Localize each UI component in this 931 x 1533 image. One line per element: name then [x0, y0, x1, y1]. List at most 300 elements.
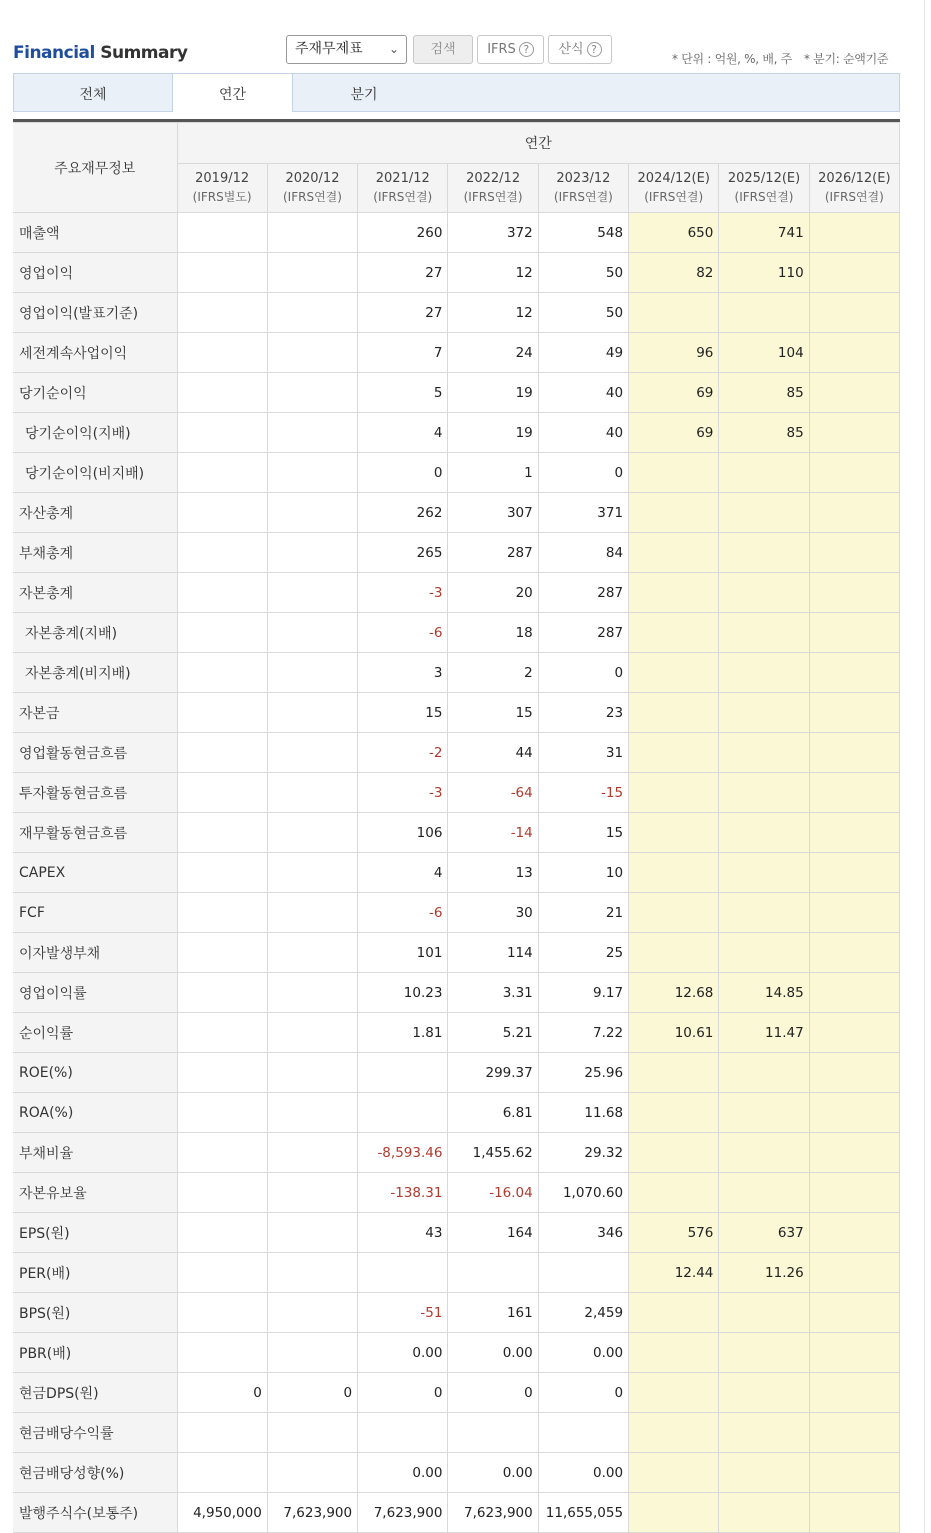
- table-cell: 7,623,900: [267, 1493, 357, 1533]
- table-cell: 1.81: [358, 1013, 448, 1053]
- table-cell: [267, 613, 357, 653]
- period-basis: (IFRS연결): [553, 190, 613, 204]
- table-cell: [719, 1413, 809, 1453]
- table-cell: 50: [538, 293, 628, 333]
- table-cell: [177, 653, 267, 693]
- table-cell: [629, 1493, 719, 1533]
- table-cell: [358, 1053, 448, 1093]
- table-cell: -6: [358, 613, 448, 653]
- table-cell: [809, 533, 899, 573]
- table-cell: [629, 1173, 719, 1213]
- formula-label: 산식: [558, 42, 584, 57]
- table-cell: [629, 813, 719, 853]
- table-cell: -3: [358, 773, 448, 813]
- table-cell: [809, 293, 899, 333]
- table-cell: -14: [448, 813, 538, 853]
- table-cell: [267, 573, 357, 613]
- period-date: 2019/12: [195, 171, 250, 186]
- table-cell: 262: [358, 493, 448, 533]
- table-cell: 69: [629, 373, 719, 413]
- table-cell: 10.61: [629, 1013, 719, 1053]
- table-cell: [629, 1453, 719, 1493]
- table-cell: 19: [448, 413, 538, 453]
- table-cell: 299.37: [448, 1053, 538, 1093]
- table-cell: 20: [448, 573, 538, 613]
- table-cell: [267, 253, 357, 293]
- row-label: ROA(%): [13, 1093, 177, 1133]
- table-row: [13, 493, 900, 533]
- period-date: 2023/12: [556, 171, 611, 186]
- period-date: 2022/12: [466, 171, 521, 186]
- page-right-border: [924, 0, 925, 1533]
- table-row: [13, 1253, 900, 1293]
- table-cell: 548: [538, 213, 628, 253]
- table-cell: [538, 1253, 628, 1293]
- row-label: 자본총계: [13, 573, 177, 613]
- table-cell: 164: [448, 1213, 538, 1253]
- table-cell: [267, 213, 357, 253]
- table-cell: [809, 1133, 899, 1173]
- table-cell: 104: [719, 333, 809, 373]
- question-icon: ?: [519, 42, 534, 57]
- table-cell: [267, 813, 357, 853]
- table-cell: [267, 293, 357, 333]
- period-basis: (IFRS연결): [463, 190, 523, 204]
- table-cell: [629, 453, 719, 493]
- period-header: [448, 164, 538, 213]
- table-cell: 84: [538, 533, 628, 573]
- table-cell: [358, 1253, 448, 1293]
- table-cell: 110: [719, 253, 809, 293]
- row-label: 현금배당수익률: [13, 1413, 177, 1453]
- table-cell: -138.31: [358, 1173, 448, 1213]
- table-cell: 11.47: [719, 1013, 809, 1053]
- table-row: [13, 933, 900, 973]
- quarter-basis-text: * 분기: 순액기준: [803, 52, 889, 66]
- table-cell: [177, 1333, 267, 1373]
- table-cell: [719, 933, 809, 973]
- table-cell: [719, 893, 809, 933]
- table-cell: [629, 573, 719, 613]
- table-cell: [177, 1453, 267, 1493]
- row-label: FCF: [13, 893, 177, 933]
- table-cell: [629, 533, 719, 573]
- table-row: [13, 1133, 900, 1173]
- table-cell: 0: [358, 453, 448, 493]
- row-label: 부채총계: [13, 533, 177, 573]
- financial-summary-table: [13, 122, 900, 1533]
- table-row: [13, 653, 900, 693]
- table-cell: [358, 1093, 448, 1133]
- table-row: [13, 373, 900, 413]
- table-cell: 40: [538, 413, 628, 453]
- tab-annual[interactable]: 연간: [172, 74, 293, 112]
- table-row: [13, 693, 900, 733]
- table-cell: [809, 733, 899, 773]
- table-cell: 15: [358, 693, 448, 733]
- period-basis: (IFRS연결): [282, 190, 342, 204]
- table-cell: [809, 693, 899, 733]
- period-basis: (IFRS별도): [192, 190, 252, 204]
- table-cell: [809, 1013, 899, 1053]
- table-cell: [177, 573, 267, 613]
- table-cell: 307: [448, 493, 538, 533]
- table-cell: [267, 973, 357, 1013]
- table-cell: [719, 1373, 809, 1413]
- table-cell: [719, 573, 809, 613]
- table-cell: -6: [358, 893, 448, 933]
- table-cell: [719, 453, 809, 493]
- table-row: [13, 533, 900, 573]
- table-row: [13, 413, 900, 453]
- table-cell: [177, 493, 267, 533]
- table-cell: 12.68: [629, 973, 719, 1013]
- table-cell: 0.00: [358, 1333, 448, 1373]
- period-date: 2026/12(E): [818, 171, 891, 186]
- table-row: [13, 1453, 900, 1493]
- table-row: [13, 1373, 900, 1413]
- table-cell: [719, 813, 809, 853]
- row-label: 당기순이익(비지배): [13, 453, 177, 493]
- table-cell: 50: [538, 253, 628, 293]
- table-cell: [629, 653, 719, 693]
- table-cell: 23: [538, 693, 628, 733]
- table-row: [13, 293, 900, 333]
- row-label: 영업이익: [13, 253, 177, 293]
- table-row: [13, 973, 900, 1013]
- table-cell: 2,459: [538, 1293, 628, 1333]
- table-cell: [809, 253, 899, 293]
- row-label: 이자발생부채: [13, 933, 177, 973]
- table-cell: [267, 1173, 357, 1213]
- table-cell: 4,950,000: [177, 1493, 267, 1533]
- table-cell: [809, 1093, 899, 1133]
- row-label: 세전계속사업이익: [13, 333, 177, 373]
- table-cell: 15: [538, 813, 628, 853]
- table-cell: [177, 933, 267, 973]
- table-cell: 0: [448, 1373, 538, 1413]
- table-cell: [629, 773, 719, 813]
- table-cell: [267, 1093, 357, 1133]
- table-row: [13, 1293, 900, 1333]
- table-cell: 7.22: [538, 1013, 628, 1053]
- table-cell: [719, 1173, 809, 1213]
- table-cell: [177, 1093, 267, 1133]
- table-cell: [629, 1333, 719, 1373]
- table-cell: 7,623,900: [358, 1493, 448, 1533]
- table-cell: [719, 1333, 809, 1373]
- table-cell: 287: [538, 573, 628, 613]
- table-cell: [177, 1133, 267, 1173]
- table-cell: 82: [629, 253, 719, 293]
- table-cell: [719, 1053, 809, 1093]
- table-cell: [809, 1413, 899, 1453]
- table-cell: [267, 493, 357, 533]
- row-label: 영업활동현금흐름: [13, 733, 177, 773]
- table-cell: 43: [358, 1213, 448, 1253]
- row-label: 발행주식수(보통주): [13, 1493, 177, 1533]
- table-cell: 0: [538, 453, 628, 493]
- table-cell: [267, 933, 357, 973]
- row-label: 자산총계: [13, 493, 177, 533]
- table-cell: [267, 533, 357, 573]
- table-row: [13, 1173, 900, 1213]
- period-basis: (IFRS연결): [734, 190, 794, 204]
- unit-text: * 단위 : 억원, %, 배, 주: [672, 52, 792, 66]
- table-cell: 1,070.60: [538, 1173, 628, 1213]
- table-cell: [177, 853, 267, 893]
- table-cell: 11,655,055: [538, 1493, 628, 1533]
- page-title: [13, 43, 187, 63]
- table-cell: 27: [358, 293, 448, 333]
- table-cell: [719, 1133, 809, 1173]
- table-cell: [719, 613, 809, 653]
- table-cell: [267, 1213, 357, 1253]
- table-cell: [629, 1413, 719, 1453]
- table-cell: [809, 1253, 899, 1293]
- table-cell: [629, 933, 719, 973]
- table-row: [13, 253, 900, 293]
- tab-quarter[interactable]: 분기: [350, 87, 378, 103]
- table-cell: [809, 413, 899, 453]
- table-cell: [267, 653, 357, 693]
- table-cell: [267, 333, 357, 373]
- ifrs-help-button[interactable]: [477, 35, 544, 64]
- table-cell: [629, 893, 719, 933]
- title-financial: Financial: [13, 43, 95, 63]
- period-header: [809, 164, 899, 213]
- table-cell: [719, 493, 809, 533]
- table-cell: [177, 533, 267, 573]
- table-cell: [358, 1413, 448, 1453]
- table-cell: 12: [448, 293, 538, 333]
- table-cell: [629, 1093, 719, 1133]
- table-cell: 346: [538, 1213, 628, 1253]
- table-cell: [809, 1213, 899, 1253]
- table-row: [13, 773, 900, 813]
- table-cell: [177, 893, 267, 933]
- table-cell: -51: [358, 1293, 448, 1333]
- statement-type-select[interactable]: [286, 35, 407, 64]
- table-cell: [267, 1333, 357, 1373]
- table-cell: 9.17: [538, 973, 628, 1013]
- statement-type-value: 주재무제표: [295, 41, 363, 57]
- row-label: PBR(배): [13, 1333, 177, 1373]
- period-header: [629, 164, 719, 213]
- table-cell: -64: [448, 773, 538, 813]
- table-cell: [719, 1293, 809, 1333]
- period-basis: (IFRS연결): [373, 190, 433, 204]
- table-cell: 40: [538, 373, 628, 413]
- table-cell: [177, 413, 267, 453]
- table-cell: [719, 1093, 809, 1133]
- row-label: 자본금: [13, 693, 177, 733]
- row-label: 자본유보율: [13, 1173, 177, 1213]
- table-cell: 741: [719, 213, 809, 253]
- table-cell: [809, 653, 899, 693]
- table-cell: [177, 733, 267, 773]
- table-cell: [629, 1293, 719, 1333]
- table-cell: [629, 1133, 719, 1173]
- table-cell: -8,593.46: [358, 1133, 448, 1173]
- table-cell: 5.21: [448, 1013, 538, 1053]
- table-cell: [809, 1373, 899, 1413]
- table-cell: 3: [358, 653, 448, 693]
- table-row: [13, 853, 900, 893]
- table-cell: 5: [358, 373, 448, 413]
- table-cell: 576: [629, 1213, 719, 1253]
- period-header: [358, 164, 448, 213]
- table-cell: [809, 453, 899, 493]
- table-cell: [267, 373, 357, 413]
- tab-all[interactable]: 전체: [79, 87, 107, 103]
- table-cell: [267, 1253, 357, 1293]
- table-cell: 4: [358, 853, 448, 893]
- table-cell: [719, 1453, 809, 1493]
- table-cell: 0.00: [448, 1453, 538, 1493]
- table-cell: [267, 1133, 357, 1173]
- table-row: [13, 213, 900, 253]
- period-header: [267, 164, 357, 213]
- table-cell: [177, 213, 267, 253]
- row-label: 재무활동현금흐름: [13, 813, 177, 853]
- table-cell: 1,455.62: [448, 1133, 538, 1173]
- table-cell: [809, 813, 899, 853]
- table-cell: 11.26: [719, 1253, 809, 1293]
- table-cell: 24: [448, 333, 538, 373]
- table-cell: [448, 1413, 538, 1453]
- table-cell: [267, 453, 357, 493]
- table-cell: 3.31: [448, 973, 538, 1013]
- table-cell: [629, 693, 719, 733]
- table-cell: 0: [177, 1373, 267, 1413]
- table-cell: [629, 493, 719, 533]
- table-cell: [809, 893, 899, 933]
- table-cell: [719, 293, 809, 333]
- table-cell: [809, 853, 899, 893]
- unit-note: [672, 50, 888, 67]
- table-cell: -2: [358, 733, 448, 773]
- table-cell: [629, 853, 719, 893]
- table-row: [13, 1213, 900, 1253]
- table-cell: [267, 1053, 357, 1093]
- table-cell: 0.00: [538, 1453, 628, 1493]
- row-label: EPS(원): [13, 1213, 177, 1253]
- row-label: 영업이익(발표기준): [13, 293, 177, 333]
- table-cell: [177, 773, 267, 813]
- table-cell: [809, 1173, 899, 1213]
- table-cell: 101: [358, 933, 448, 973]
- row-label: PER(배): [13, 1253, 177, 1293]
- table-cell: [267, 773, 357, 813]
- table-row: [13, 453, 900, 493]
- row-label: 현금DPS(원): [13, 1373, 177, 1413]
- table-cell: 4: [358, 413, 448, 453]
- table-row: [13, 1493, 900, 1533]
- table-cell: 0.00: [358, 1453, 448, 1493]
- table-cell: [177, 253, 267, 293]
- table-cell: 1: [448, 453, 538, 493]
- table-cell: [267, 893, 357, 933]
- formula-help-button[interactable]: [548, 35, 612, 64]
- period-tabs: [13, 73, 900, 112]
- table-row: [13, 573, 900, 613]
- period-basis: (IFRS연결): [824, 190, 884, 204]
- row-label: CAPEX: [13, 853, 177, 893]
- period-basis: (IFRS연결): [644, 190, 704, 204]
- row-label: 현금배당성향(%): [13, 1453, 177, 1493]
- table-cell: 49: [538, 333, 628, 373]
- table-cell: 260: [358, 213, 448, 253]
- table-cell: 12.44: [629, 1253, 719, 1293]
- table-cell: [629, 733, 719, 773]
- table-cell: 7: [358, 333, 448, 373]
- table-cell: [538, 1413, 628, 1453]
- row-label: 매출액: [13, 213, 177, 253]
- table-cell: [809, 773, 899, 813]
- period-date: 2025/12(E): [727, 171, 801, 186]
- table-cell: 371: [538, 493, 628, 533]
- table-cell: [177, 1013, 267, 1053]
- table-row: [13, 333, 900, 373]
- table-cell: [629, 1053, 719, 1093]
- table-cell: 10.23: [358, 973, 448, 1013]
- table-row: [13, 1013, 900, 1053]
- table-cell: [719, 533, 809, 573]
- period-date: 2021/12: [375, 171, 430, 186]
- table-cell: [629, 1373, 719, 1413]
- table-cell: [177, 1253, 267, 1293]
- table-cell: 2: [448, 653, 538, 693]
- table-cell: [177, 293, 267, 333]
- table-row: [13, 1413, 900, 1453]
- period-date: 2020/12: [285, 171, 340, 186]
- table-cell: 287: [448, 533, 538, 573]
- row-label: 순이익률: [13, 1013, 177, 1053]
- table-cell: [177, 1173, 267, 1213]
- table-cell: 27: [358, 253, 448, 293]
- table-cell: [267, 853, 357, 893]
- table-row: [13, 613, 900, 653]
- row-label: ROE(%): [13, 1053, 177, 1093]
- question-icon: ?: [587, 42, 602, 57]
- table-cell: 0.00: [448, 1333, 538, 1373]
- table-cell: [177, 333, 267, 373]
- period-header: [177, 164, 267, 213]
- table-cell: [267, 693, 357, 733]
- table-cell: [267, 413, 357, 453]
- table-cell: [177, 1053, 267, 1093]
- table-row: [13, 813, 900, 853]
- chevron-down-icon: ⌄: [388, 42, 399, 56]
- row-label: 부채비율: [13, 1133, 177, 1173]
- table-cell: -15: [538, 773, 628, 813]
- table-cell: [267, 1453, 357, 1493]
- table-cell: 31: [538, 733, 628, 773]
- table-cell: [177, 373, 267, 413]
- table-cell: [267, 1413, 357, 1453]
- table-cell: 15: [448, 693, 538, 733]
- table-cell: [809, 1293, 899, 1333]
- table-cell: -16.04: [448, 1173, 538, 1213]
- row-header-label: 주요재무정보: [13, 123, 177, 213]
- table-cell: [267, 733, 357, 773]
- table-cell: 96: [629, 333, 719, 373]
- table-row: [13, 1093, 900, 1133]
- table-cell: 85: [719, 413, 809, 453]
- search-button[interactable]: [413, 35, 473, 64]
- table-cell: [809, 333, 899, 373]
